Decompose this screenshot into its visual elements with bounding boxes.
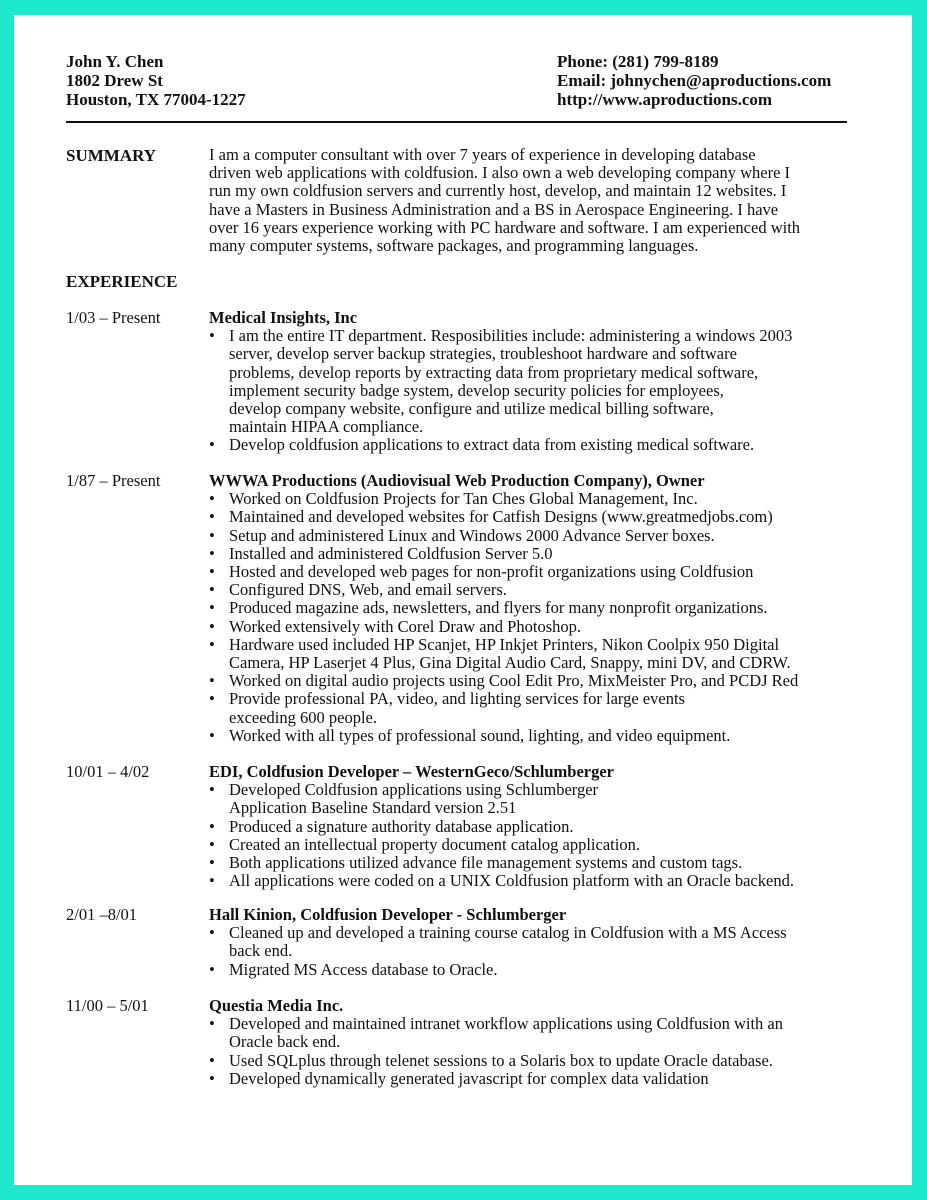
bullet-item: • Developed dynamically generated javascript for complex data validation (209, 1070, 869, 1088)
phone: Phone: (281) 799-8189 (557, 52, 719, 71)
summary-line: driven web applications with coldfusion. I also own a web developing company where I (209, 163, 791, 183)
bullet-item: • Installed and administered Coldfusion Server 5.0 (209, 545, 869, 563)
resume-page (14, 15, 912, 1185)
bullet-item: • Worked with all types of professional sound, lighting, and video equipment. (209, 727, 869, 745)
applicant-name: John Y. Chen (66, 52, 164, 71)
job-dates: 11/00 – 5/01 (66, 996, 149, 1015)
job-dates: 1/03 – Present (66, 308, 161, 327)
address-line-2: Houston, TX 77004-1227 (66, 90, 246, 109)
job-dates: 10/01 – 4/02 (66, 762, 150, 781)
summary-text (209, 146, 859, 255)
job-bullets (209, 1015, 869, 1088)
bullet-item: • Setup and administered Linux and Windows 2000 Advance Server boxes. (209, 527, 869, 545)
bullet-item: • Produced a signature authority database application. (209, 818, 869, 836)
website: http://www.aproductions.com (557, 90, 773, 109)
experience-heading: EXPERIENCE (66, 272, 178, 291)
bullet-item: • Configured DNS, Web, and email servers. (209, 581, 869, 599)
bullet-item: • Worked on Coldfusion Projects for Tan Ches Global Management, Inc. (209, 490, 869, 508)
bullet-item: • Developed Coldfusion applications using Schlumberger Application Baseline Standard version 2.51 (209, 781, 869, 817)
summary-line: have a Masters in Business Administration and a BS in Aerospace Engineering. I have (209, 199, 779, 219)
bullet-item: • I am the entire IT department. Resposibilities include: administering a windows 2003 server, develop server backup strategies, troubleshoot hardware and software problems, develop reports by extracting data from proprietary medical software, implement security badge system, develop security policies for employees, develop company website, configure and utilize medical billing software, maintain HIPAA compliance. (209, 327, 869, 436)
job-company: Medical Insights, Inc (209, 308, 358, 327)
bullet-item: • Worked extensively with Corel Draw and Photoshop. (209, 618, 869, 636)
job-dates: 1/87 – Present (66, 471, 161, 490)
job-bullets (209, 781, 869, 890)
bullet-item: • Created an intellectual property document catalog application. (209, 836, 869, 854)
summary-line: over 16 years experience working with PC hardware and software. I am experienced with (209, 217, 801, 237)
bullet-item: • All applications were coded on a UNIX Coldfusion platform with an Oracle backend. (209, 872, 869, 890)
email: Email: johnychen@aproductions.com (557, 71, 832, 90)
bullet-item: • Provide professional PA, video, and lighting services for large events exceeding 600 people. (209, 690, 869, 726)
job-bullets (209, 327, 869, 454)
summary-line: run my own coldfusion servers and currently host, develop, and maintain 12 websites. I (209, 181, 787, 201)
bullet-item: • Hosted and developed web pages for non-profit organizations using Coldfusion (209, 563, 869, 581)
bullet-item: • Migrated MS Access database to Oracle. (209, 961, 869, 979)
job-company: EDI, Coldfusion Developer – WesternGeco/Schlumberger (209, 762, 614, 781)
header-divider (66, 121, 847, 123)
bullet-item: • Both applications utilized advance file management systems and custom tags. (209, 854, 869, 872)
summary-line: many computer systems, software packages, and programming languages. (209, 236, 699, 256)
job-dates: 2/01 –8/01 (66, 905, 138, 924)
bullet-item: • Developed and maintained intranet workflow applications using Coldfusion with an Oracle back end. (209, 1015, 869, 1051)
bullet-item: • Cleaned up and developed a training course catalog in Coldfusion with a MS Access back end. (209, 924, 869, 960)
bullet-item: • Worked on digital audio projects using Cool Edit Pro, MixMeister Pro, and PCDJ Red (209, 672, 869, 690)
job-company: Hall Kinion, Coldfusion Developer - Schlumberger (209, 905, 567, 924)
job-company: Questia Media Inc. (209, 996, 344, 1015)
bullet-item: • Produced magazine ads, newsletters, and flyers for many nonprofit organizations. (209, 599, 869, 617)
bullet-item: • Maintained and developed websites for Catfish Designs (www.greatmedjobs.com) (209, 508, 869, 526)
address-line-1: 1802 Drew St (66, 71, 163, 90)
job-company: WWWA Productions (Audiovisual Web Production Company), Owner (209, 471, 705, 490)
bullet-item: • Develop coldfusion applications to extract data from existing medical software. (209, 436, 869, 454)
summary-heading: SUMMARY (66, 146, 157, 165)
bullet-item: • Hardware used included HP Scanjet, HP Inkjet Printers, Nikon Coolpix 950 Digital Camera, HP Laserjet 4 Plus, Gina Digital Audio Card, Snappy, mini DV, and CDRW. (209, 636, 869, 672)
summary-line: I am a computer consultant with over 7 years of experience in developing database (209, 145, 756, 164)
job-bullets (209, 490, 869, 745)
contact-block-right (557, 52, 831, 109)
contact-block-left (66, 52, 246, 109)
job-bullets (209, 924, 869, 979)
bullet-item: • Used SQLplus through telenet sessions to a Solaris box to update Oracle database. (209, 1052, 869, 1070)
